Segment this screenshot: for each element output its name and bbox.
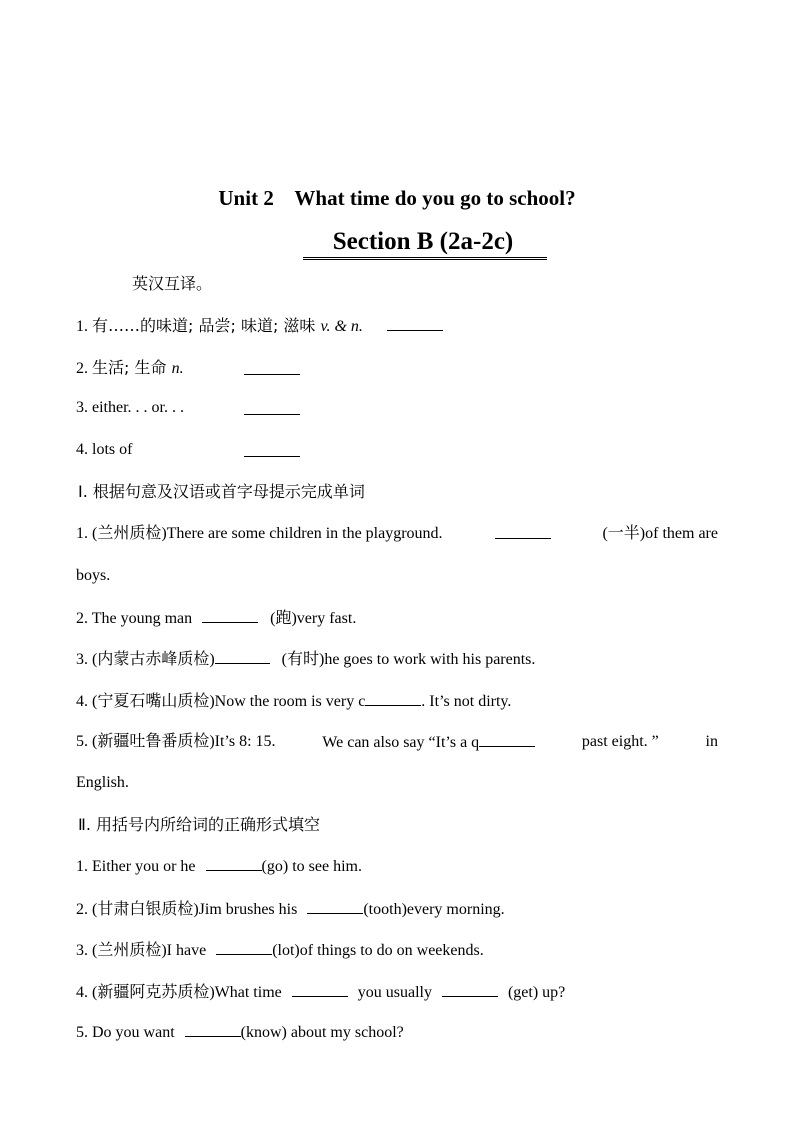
answer-blank[interactable]: [244, 360, 300, 375]
part1-question-5-cont: English.: [76, 774, 129, 791]
question-text: 1. (兰州质检)There are some children in the playground.: [76, 525, 443, 542]
vocab-text: either. . . or. . .: [92, 399, 184, 416]
answer-blank[interactable]: [307, 899, 363, 914]
vocab-pos: n.: [171, 360, 184, 377]
part1-question-3: [76, 649, 718, 670]
answer-blank[interactable]: [185, 1022, 241, 1037]
question-text: 4. (新疆阿克苏质检)What time: [76, 984, 282, 1001]
part1-question-1-cont: boys.: [76, 567, 111, 584]
unit-title: Unit 2 What time do you go to school?: [218, 186, 576, 210]
answer-blank[interactable]: [244, 442, 300, 457]
part2-question-5: [76, 1022, 718, 1043]
question-text: (get) up?: [507, 984, 566, 1001]
part1-question-1: [76, 524, 718, 544]
part2-question-1: [76, 856, 718, 877]
question-text: 2. The young man: [76, 610, 193, 627]
answer-blank[interactable]: [495, 524, 551, 539]
part1-question-4: [76, 691, 718, 712]
question-text: 2. (甘肃白银质检)Jim brushes his: [76, 901, 298, 918]
vocab-number: 1.: [76, 318, 92, 335]
vocab-text: 有……的味道; 品尝; 味道; 滋味: [92, 316, 321, 335]
vocab-text: lots of: [92, 441, 133, 458]
question-text: (go) to see him.: [261, 858, 362, 875]
question-text: (tooth)every morning.: [363, 901, 505, 918]
part1-heading: Ⅰ. 根据句意及汉语或首字母提示完成单词: [78, 482, 365, 501]
vocab-item-1: [76, 316, 718, 337]
question-text: (跑)very fast.: [270, 610, 357, 627]
section-title-wrap: [0, 227, 794, 260]
question-text: 5. Do you want: [76, 1024, 175, 1041]
question-text: 3. (兰州质检)I have: [76, 942, 207, 959]
part1-question-2: [76, 608, 718, 629]
part2-question-3: [76, 940, 718, 961]
question-text: 1. Either you or he: [76, 858, 196, 875]
vocab-item-2: [76, 358, 718, 379]
intro-instruction: 英汉互译。: [132, 274, 213, 293]
question-text: 5. (新疆吐鲁番质检)It’s 8: 15.: [76, 733, 276, 750]
answer-blank[interactable]: [292, 982, 348, 997]
part1-question-5: [76, 732, 718, 753]
answer-blank[interactable]: [244, 400, 300, 415]
question-text: 4. (宁夏石嘴山质检)Now the room is very c: [76, 693, 366, 710]
answer-blank[interactable]: [216, 940, 272, 955]
vocab-item-4: [76, 440, 718, 460]
question-text: 3. (内蒙古赤峰质检): [76, 651, 215, 668]
answer-blank[interactable]: [479, 732, 535, 747]
question-text: past eight. ”: [581, 733, 659, 750]
question-text: in: [705, 733, 718, 750]
section-title: Section B (2a-2c): [303, 227, 548, 260]
answer-blank[interactable]: [387, 316, 443, 331]
answer-blank[interactable]: [215, 649, 270, 664]
question-text: . It’s not dirty.: [421, 693, 512, 710]
vocab-number: 3.: [76, 399, 92, 416]
question-text: (know) about my school?: [240, 1024, 404, 1041]
question-text: (一半)of them are: [602, 525, 718, 542]
answer-blank[interactable]: [206, 856, 262, 871]
question-text: (lot)of things to do on weekends.: [272, 942, 484, 959]
question-text: (有时)he goes to work with his parents.: [281, 651, 536, 668]
question-text: you usually: [357, 984, 432, 1001]
vocab-number: 2.: [76, 360, 92, 377]
answer-blank[interactable]: [442, 982, 498, 997]
part2-heading: Ⅱ. 用括号内所给词的正确形式填空: [78, 815, 321, 834]
vocab-text: 生活; 生命: [92, 358, 172, 377]
part2-question-4: [76, 982, 718, 1003]
question-text: We can also say “It’s a q: [322, 734, 480, 751]
vocab-item-3: [76, 398, 718, 418]
answer-blank[interactable]: [365, 691, 421, 706]
vocab-pos: v. & n.: [320, 318, 363, 335]
part2-question-2: [76, 899, 718, 920]
answer-blank[interactable]: [202, 608, 258, 623]
vocab-number: 4.: [76, 441, 92, 458]
